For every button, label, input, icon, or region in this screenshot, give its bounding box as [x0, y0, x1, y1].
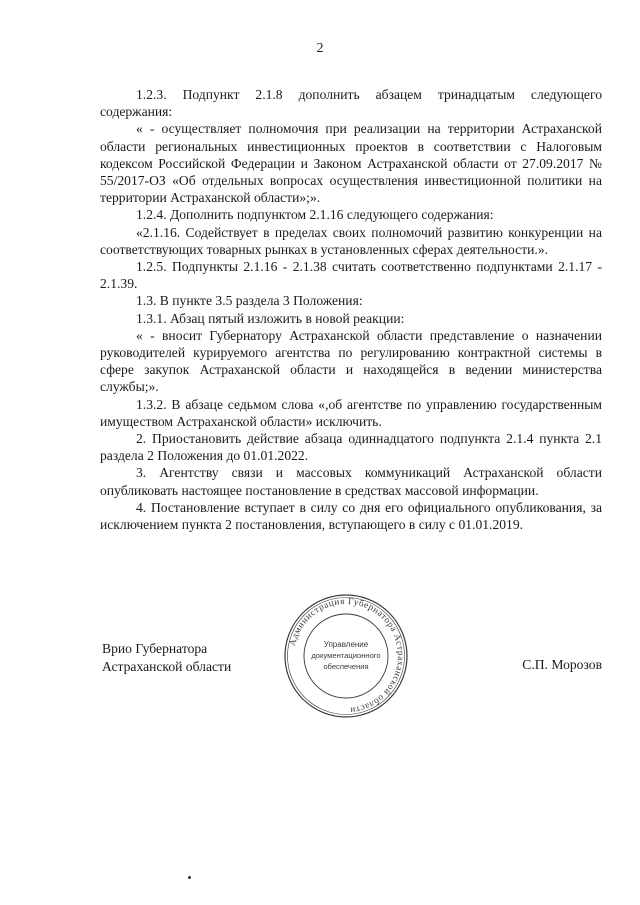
office-stamp: [282, 592, 410, 720]
document-body: [100, 86, 602, 533]
stamp-inner-line-3: обеспечения: [323, 662, 369, 671]
stamp-inner-line-1: Управление: [323, 640, 369, 649]
paragraph-4: 4. Постановление вступает в силу со дня его официального опубликования, за исключением пункта 2 постановления, вступающего в силу с 01.01.2019.: [100, 499, 602, 533]
paragraph-1-2-3: 1.2.3. Подпункт 2.1.8 дополнить абзацем тринадцатым следующего содержания:: [100, 87, 602, 120]
stamp-inner-line-2: документационного: [311, 651, 381, 660]
signatory-name: С.П. Морозов: [522, 657, 602, 672]
paragraph-1-2-4: 1.2.4. Дополнить подпунктом 2.1.16 следующего содержания:: [136, 207, 494, 223]
paragraph-1-3: 1.3. В пункте 3.5 раздела 3 Положения:: [136, 293, 363, 309]
paragraph-quote-governor: « - вносит Губернатору Астраханской области представление о назначении руководителей курируемого агентства по регулированию контрактной системы в сфере закупок Астраханской области и находящейся в ведении министерства службы;».: [100, 327, 602, 395]
paragraph-quote-investment: « - осуществляет полномочия при реализации на территории Астраханской области региональных инвестиционных проектов в соответствии с Налоговым кодексом Российской Федерации и Законом Астраханской области от 27.09.2017 № 55/2017-ОЗ «Об отдельных вопросах осуществления инвестиционной политики на территории Астраханской области»;».: [100, 121, 602, 206]
signatory-title: [102, 640, 231, 675]
signatory-title-line-1: Врио Губернатора: [102, 641, 208, 656]
scan-speck: [188, 876, 191, 879]
paragraph-2-1-16: «2.1.16. Содействует в пределах своих полномочий развитию конкуренции на соответствующих товарных рынках в установленных сферах деятельности.».: [100, 224, 602, 257]
paragraph-1-2-5: 1.2.5. Подпункты 2.1.16 - 2.1.38 считать соответственно подпунктами 2.1.17 - 2.1.39.: [100, 259, 602, 292]
paragraph-1-3-2: 1.3.2. В абзаце седьмом слова «,об агентстве по управлению государственным имуществом Астраханской области» исключить.: [100, 396, 602, 429]
page-number: 2: [316, 41, 324, 56]
stamp-outer-text: Администрация Губернатора Астраханской области: [287, 595, 407, 716]
paragraph-3: 3. Агентству связи и массовых коммуникаций Астраханской области опубликовать настоящее постановление в средствах массовой информации.: [100, 465, 602, 498]
paragraph-2: 2. Приостановить действие абзаца одиннадцатого подпункта 2.1.4 пункта 2.1 раздела 2 Положения до 01.01.2022.: [100, 431, 602, 464]
paragraph-1-3-1: 1.3.1. Абзац пятый изложить в новой реакции:: [136, 310, 405, 326]
signatory-title-line-2: Астраханской области: [102, 658, 232, 674]
